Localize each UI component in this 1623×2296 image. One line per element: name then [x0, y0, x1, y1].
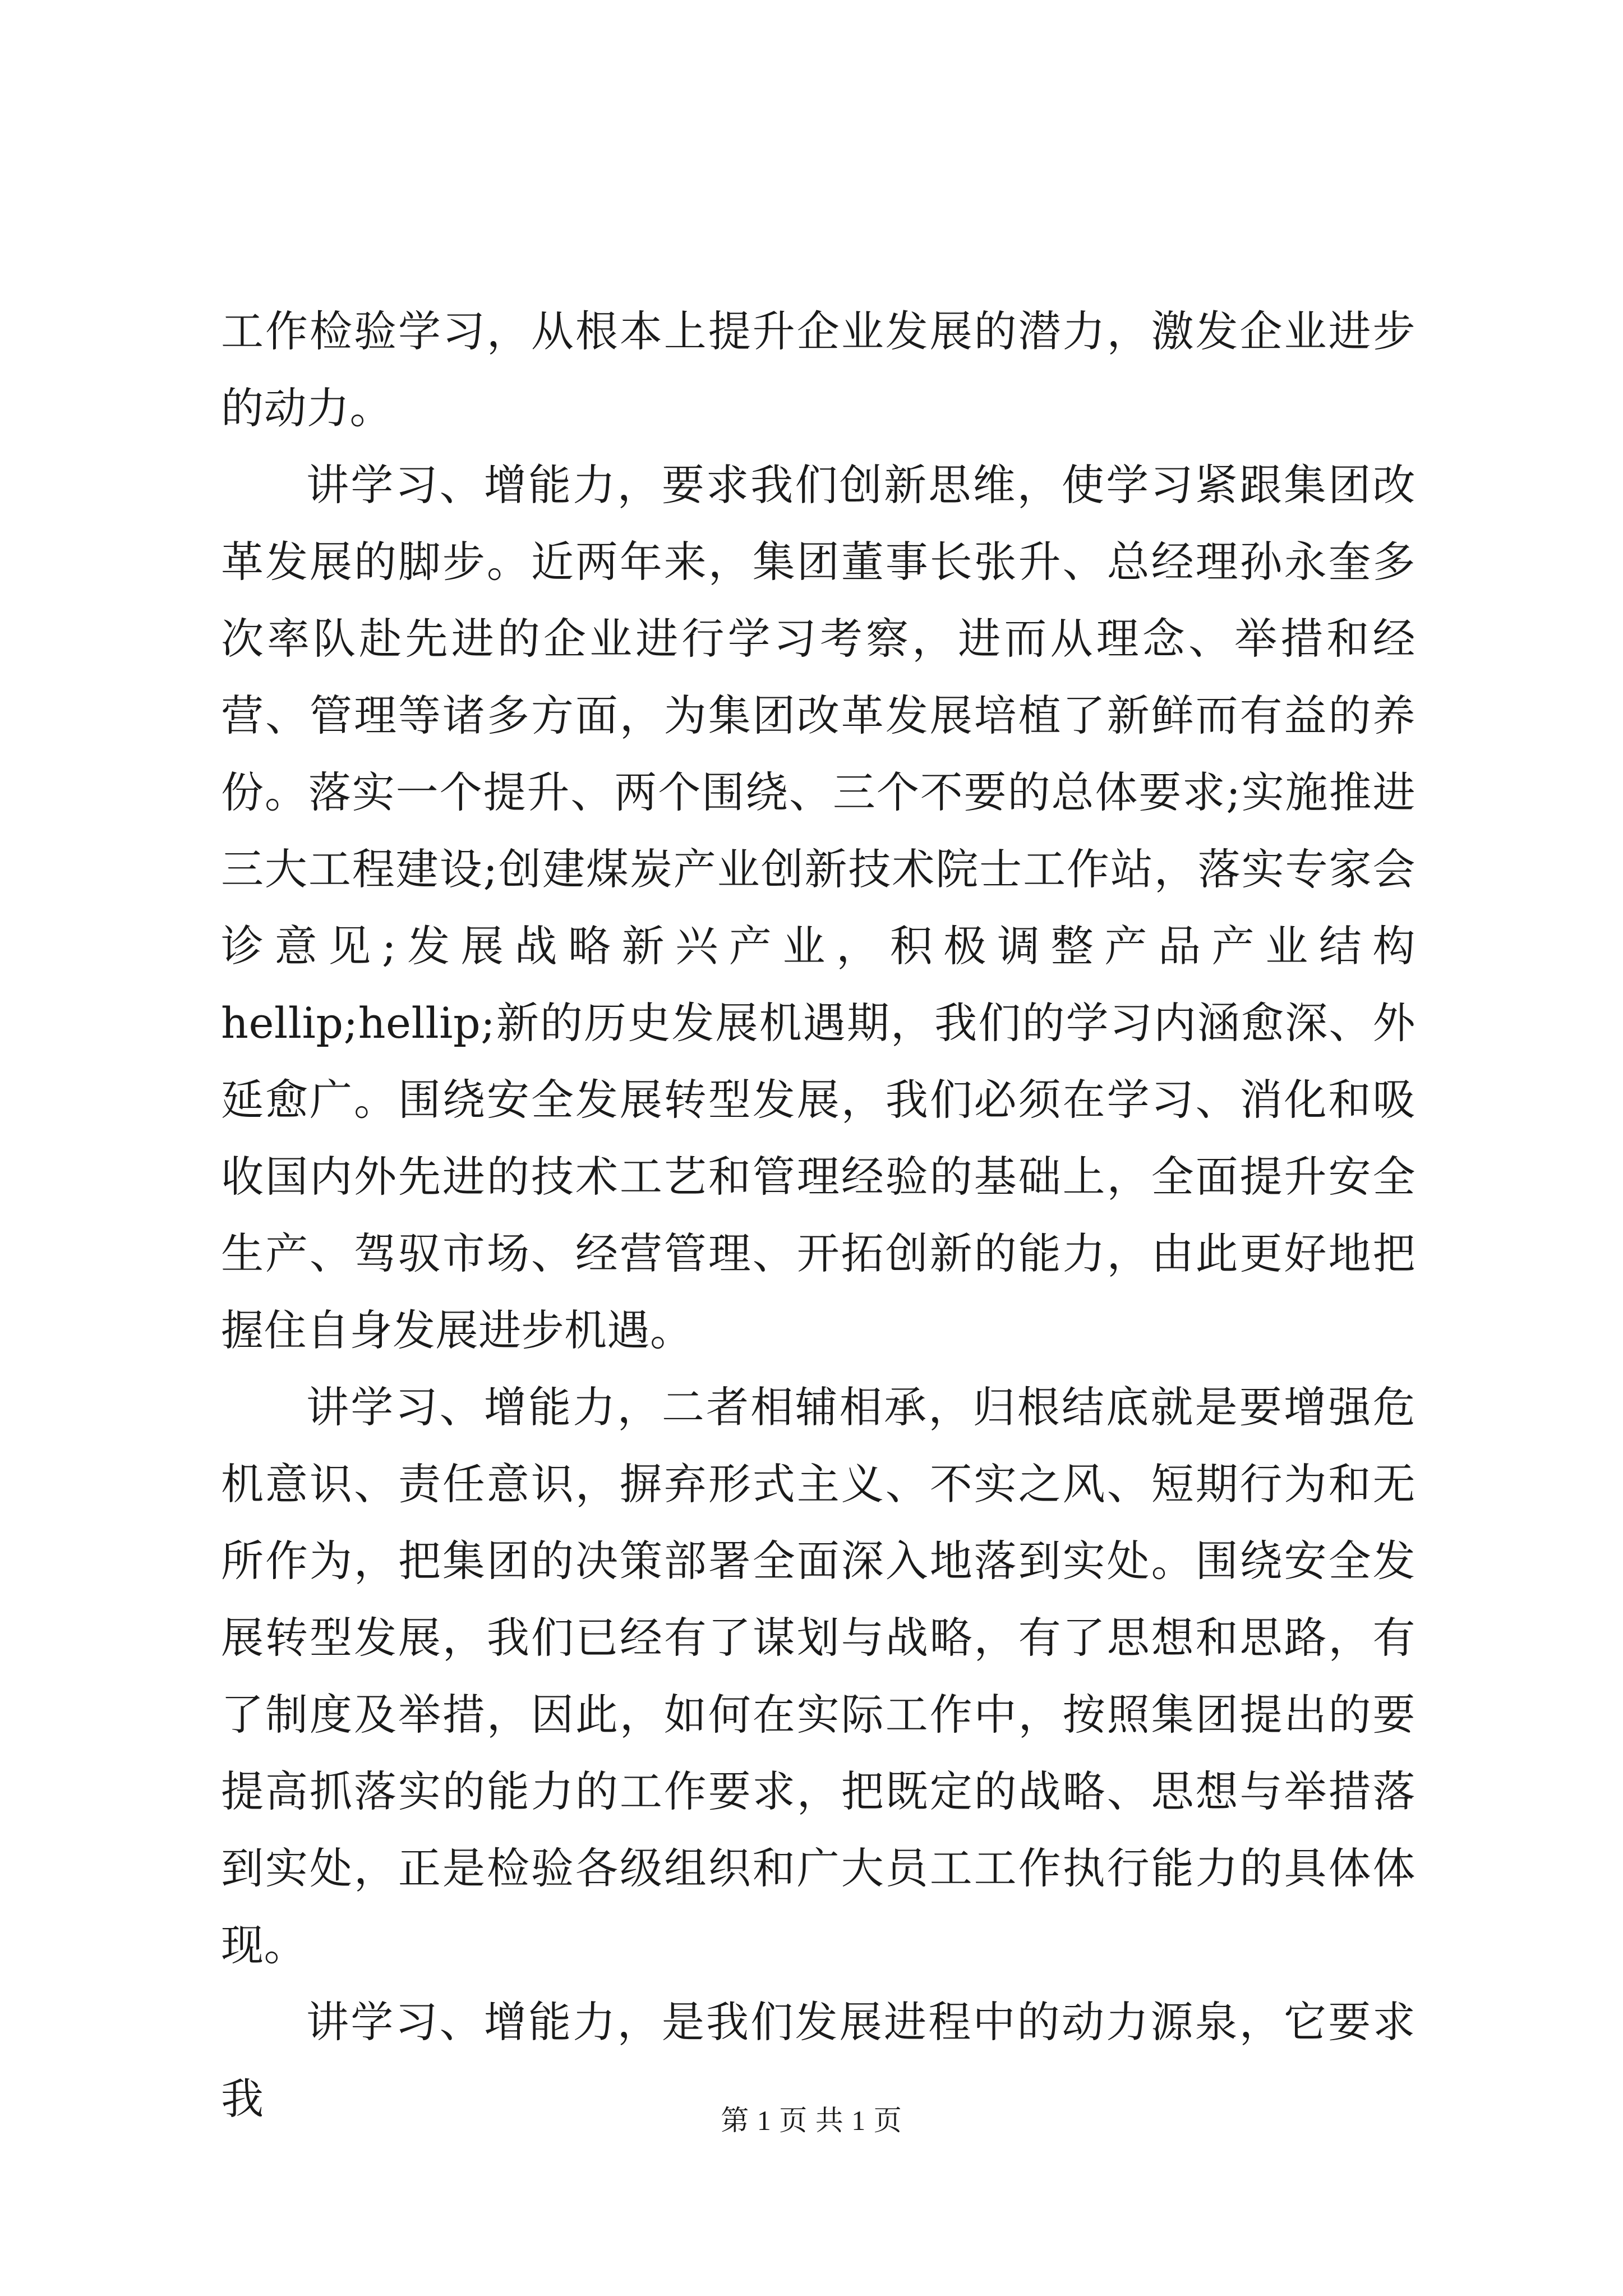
paragraph-3: 讲学习、增能力，二者相辅相承，归根结底就是要增强危机意识、责任意识，摒弃形式主义、不实之风、短期行为和无所作为，把集团的决策部署全面深入地落到实处。围绕安全发展转型发展，我们已经有了谋划与战略，有了思想和思路，有了制度及举措，因此，如何在实际工作中，按照集团提出的要提高抓落实的能力的工作要求，把既定的战略、思想与举措落到实处，正是检验各级组织和广大员工工作执行能力的具体体现。	[221, 1382, 1415, 1970]
page-number-footer: 第 1 页 共 1 页	[721, 2105, 902, 2136]
document-body	[221, 293, 1415, 2137]
paragraph-4: 讲学习、增能力，是我们发展进程中的动力源泉，它要求我	[221, 1997, 1415, 2124]
paragraph-2: 讲学习、增能力，要求我们创新思维，使学习紧跟集团改革发展的脚步。近两年来，集团董事长张升、总经理孙永奎多次率队赴先进的企业进行学习考察，进而从理念、举措和经营、管理等诸多方面，为集团改革发展培植了新鲜而有益的养份。落实一个提升、两个围绕、三个不要的总体要求;实施推进三大工程建设;创建煤炭产业创新技术院士工作站，落实专家会诊意见;发展战略新兴产业，积极调整产品产业结构 hellip;hellip;新的历史发展机遇期，我们的学习内涵愈深、外延愈广。围绕安全发展转型发展，我们必须在学习、消化和吸收国内外先进的技术工艺和管理经验的基础上，全面提升安全生产、驾驭市场、经营管理、开拓创新的能力，由此更好地把握住自身发展进步机遇。	[221, 460, 1415, 1355]
paragraph-1: 工作检验学习，从根本上提升企业发展的潜力，激发企业进步的动力。	[221, 306, 1415, 433]
